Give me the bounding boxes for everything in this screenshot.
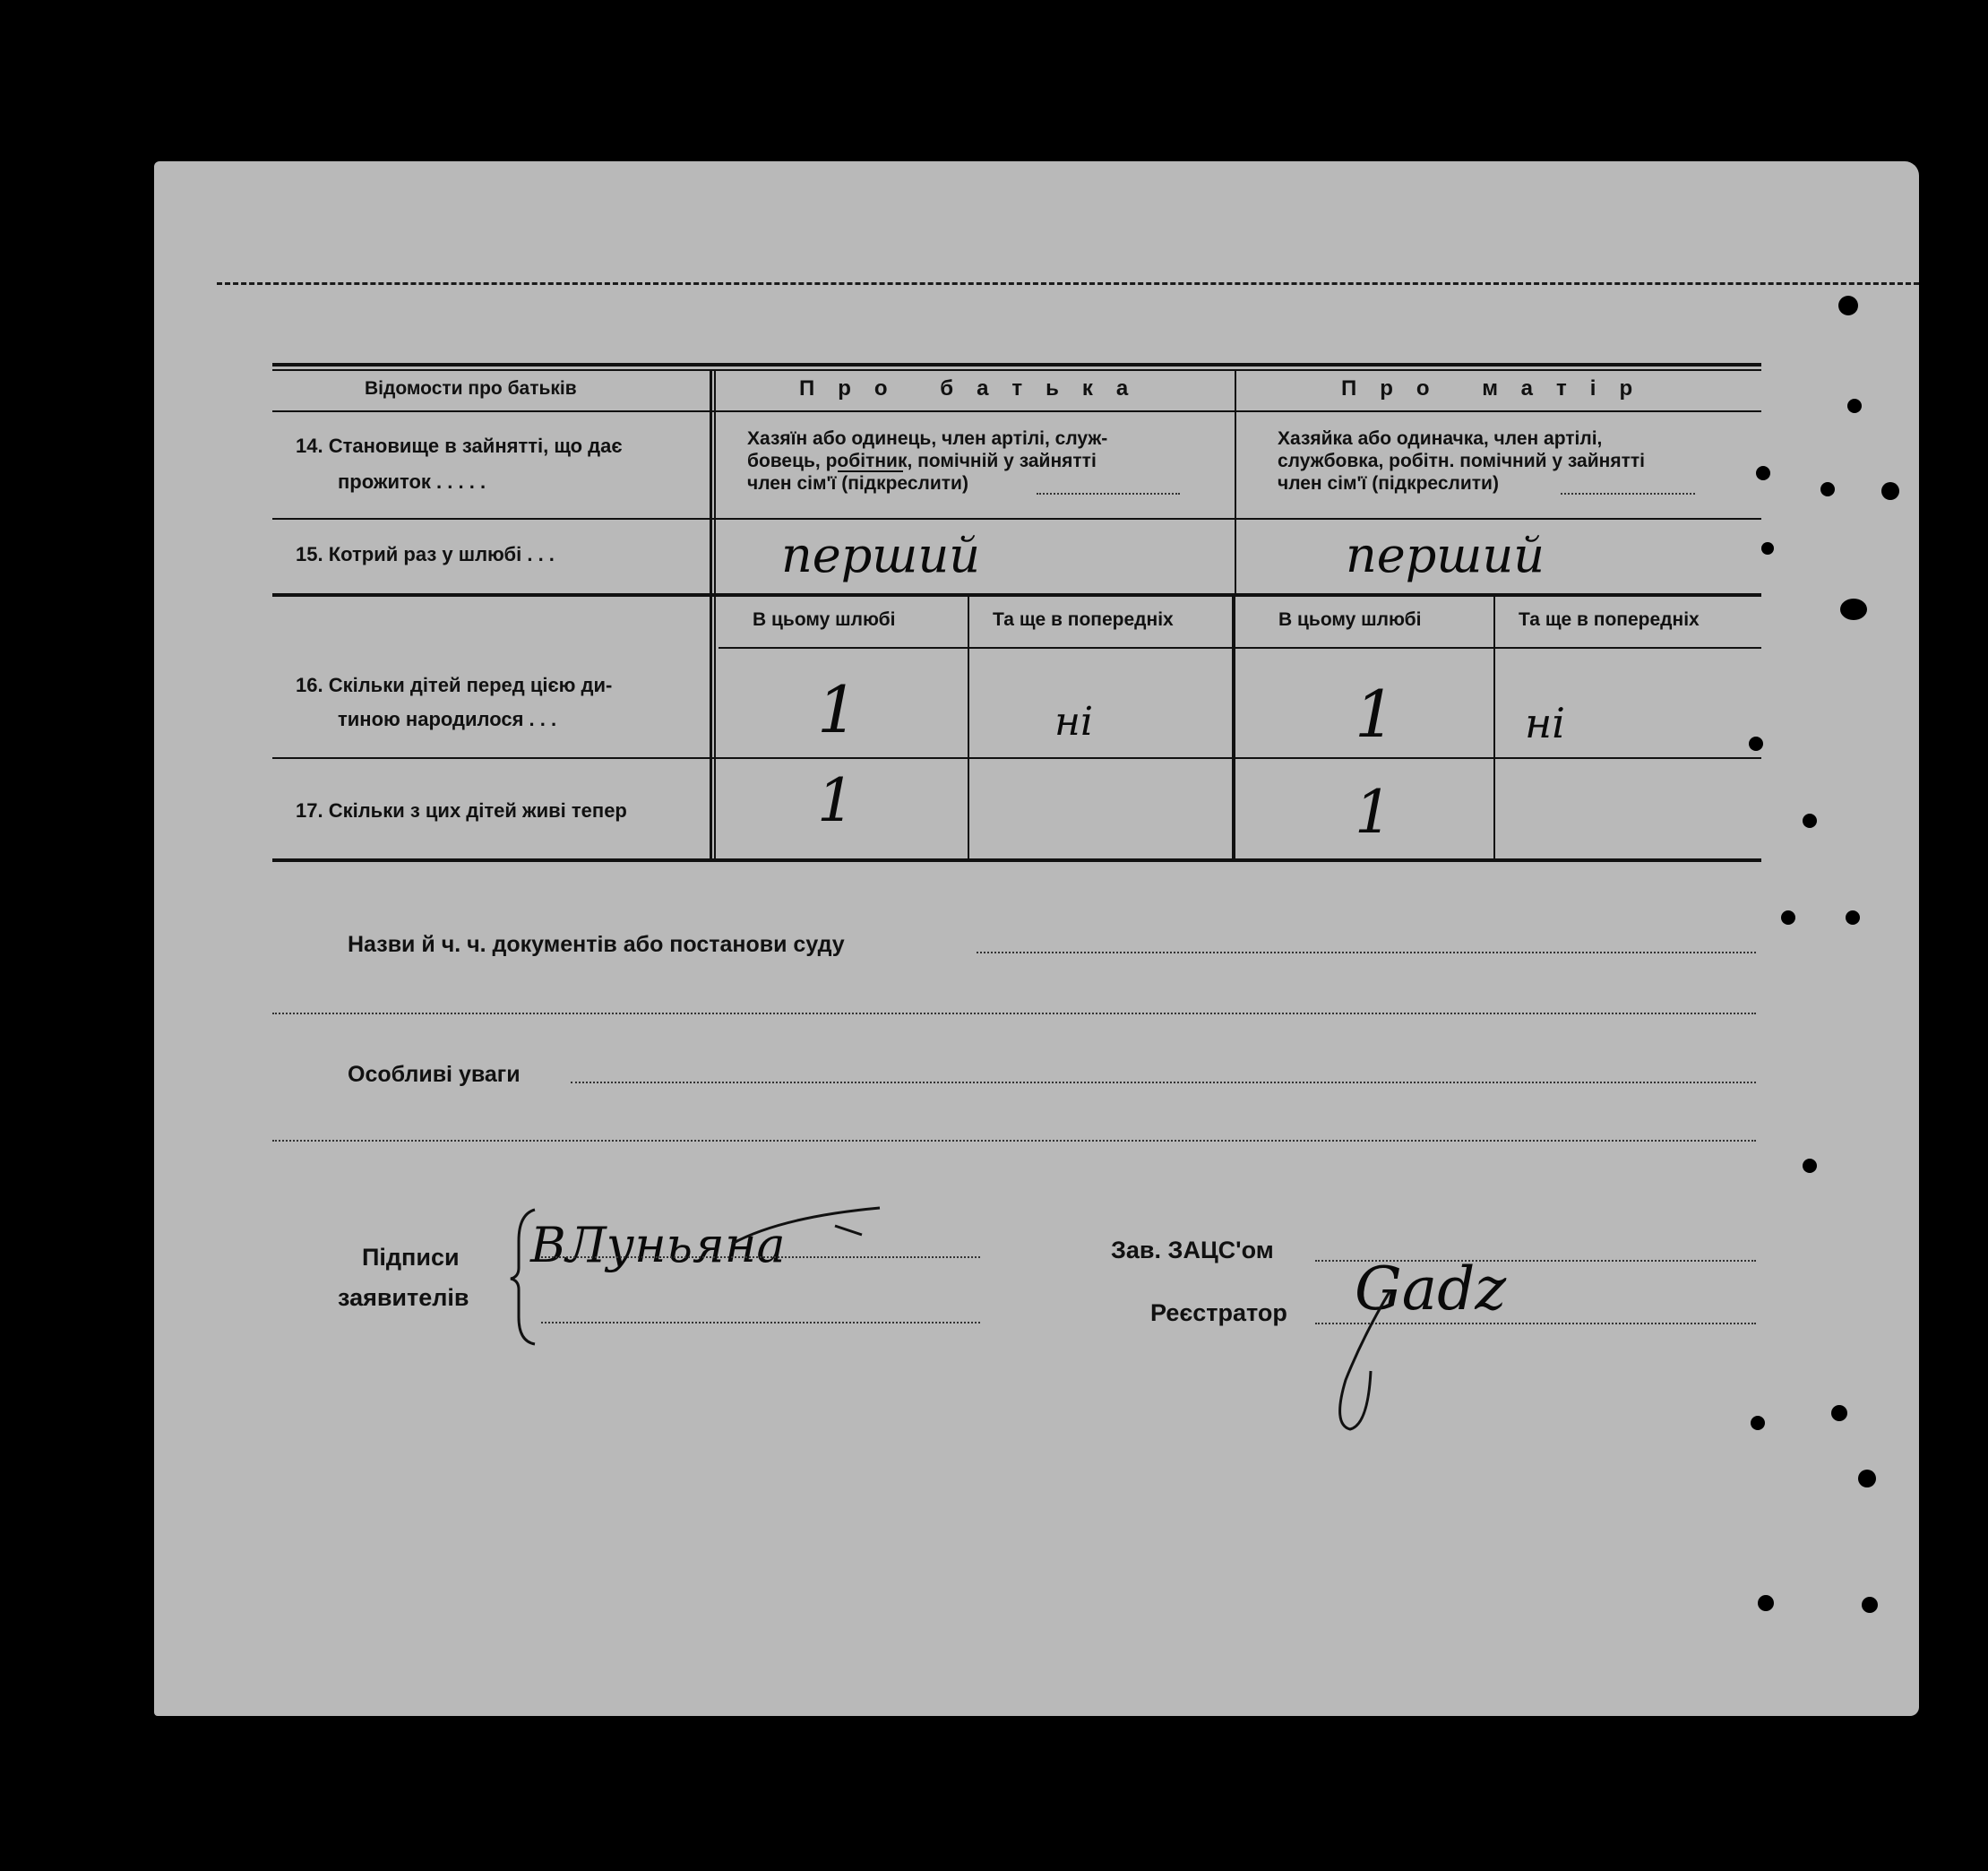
punch-hole	[1881, 482, 1899, 500]
applicant-signature-line-1	[541, 1256, 980, 1258]
remarks-line-2	[272, 1140, 1756, 1142]
row14-father-dots	[1037, 493, 1180, 495]
row16-mother-this-handwritten: 1	[1355, 677, 1396, 752]
subheader-separator	[719, 647, 1761, 649]
row14-father-line3: член сім'ї (підкреслити)	[747, 473, 968, 494]
registrar-signature-loop	[1328, 1281, 1435, 1443]
table-bottom-border	[272, 858, 1761, 862]
mother-this-marriage-header: В цьому шлюбі	[1278, 609, 1422, 630]
perforation-line	[217, 282, 1919, 285]
row15-label: 15. Котрий раз у шлюбі . . .	[296, 543, 555, 565]
row14-father-line1: Хазяїн або одинець, член артілі, служ-	[747, 428, 1108, 449]
parents-info-header: Відомости про батьків	[365, 378, 577, 399]
row14-mother-line3: член сім'ї (підкреслити)	[1278, 473, 1499, 494]
father-column-header: Про батька	[799, 376, 1152, 401]
table-top-border-inner	[272, 369, 1761, 371]
row14-mother-dots	[1561, 493, 1695, 495]
remarks-line-1	[571, 1082, 1756, 1083]
header-separator	[272, 410, 1761, 412]
row16-label-line1: 16. Скільки дітей перед цією ди-	[296, 674, 613, 696]
row14-label-line1: 14. Становище в зайнятті, що дає	[296, 435, 623, 457]
row16-separator	[272, 757, 1761, 759]
applicant-handwritten-signature: ВЛуньяна	[530, 1217, 786, 1273]
row16-father-this-handwritten: 1	[817, 672, 858, 747]
punch-hole	[1831, 1405, 1847, 1421]
label-column-divider	[710, 369, 712, 860]
registry-form-page	[154, 161, 1919, 1716]
table-top-border	[272, 363, 1761, 366]
punch-hole	[1847, 399, 1862, 413]
father-previous-header: Та ще в попередніх	[993, 609, 1174, 630]
punch-hole	[1756, 466, 1770, 480]
registrar-handwritten-signature: Gadz	[1355, 1255, 1507, 1323]
row16-mother-prev-handwritten: ні	[1525, 699, 1566, 747]
row14-label-line2: прожиток . . . . .	[338, 470, 486, 493]
mother-subcolumn-divider	[1493, 597, 1495, 860]
applicants-signatures-label-line1: Підписи	[362, 1244, 460, 1271]
row14-mother-line1: Хазяйка або одиначка, член артілі,	[1278, 428, 1603, 449]
punch-hole	[1838, 296, 1858, 315]
punch-hole	[1862, 1597, 1878, 1613]
row15-mother-handwritten: перший	[1346, 527, 1545, 583]
punch-hole	[1846, 910, 1860, 925]
applicants-signatures-label-line2: заявителів	[338, 1284, 469, 1311]
punch-hole	[1840, 599, 1867, 620]
applicant-signature-line-2	[541, 1322, 980, 1323]
mother-column-header: Про матір	[1341, 376, 1657, 401]
documents-label: Назви й ч. ч. документів або постанови суду	[348, 932, 845, 957]
documents-line-2	[272, 1013, 1756, 1014]
robitnyk-underline	[838, 470, 903, 472]
father-this-marriage-header: В цьому шлюбі	[753, 609, 896, 630]
label-column-divider-inner	[714, 369, 716, 860]
row15-father-handwritten: перший	[781, 527, 981, 583]
row17-mother-this-handwritten: 1	[1355, 778, 1392, 847]
father-subcolumn-divider	[968, 597, 969, 860]
documents-line-1	[977, 952, 1756, 953]
punch-hole	[1858, 1470, 1876, 1487]
punch-hole	[1761, 542, 1774, 555]
applicant-signature-flourish	[727, 1199, 889, 1253]
punch-hole	[1749, 737, 1763, 751]
row17-father-this-handwritten: 1	[817, 766, 855, 835]
row14-mother-line2: службовка, робітн. помічний у зайнятті	[1278, 451, 1645, 471]
zags-head-label: Зав. ЗАЦС'ом	[1111, 1237, 1274, 1263]
remarks-label: Особливі уваги	[348, 1062, 521, 1087]
punch-hole	[1751, 1416, 1765, 1430]
punch-hole	[1803, 1159, 1817, 1173]
row17-label: 17. Скільки з цих дітей живі тепер	[296, 799, 627, 822]
punch-hole	[1803, 814, 1817, 828]
mother-previous-header: Та ще в попередніх	[1519, 609, 1700, 630]
row16-label-line2: тиною народилося . . .	[338, 708, 557, 730]
row14-father-line2: бовець, робітник, помічній у зайнятті	[747, 451, 1097, 471]
parents-column-divider-lower	[1232, 593, 1235, 860]
registrar-label: Реєстратор	[1150, 1299, 1287, 1326]
punch-hole	[1758, 1595, 1774, 1611]
punch-hole	[1781, 910, 1795, 925]
row15-separator	[272, 593, 1761, 597]
row14-separator	[272, 518, 1761, 520]
punch-hole	[1820, 482, 1835, 496]
row16-father-prev-handwritten: ні	[1054, 699, 1094, 745]
parents-column-divider	[1235, 369, 1236, 593]
